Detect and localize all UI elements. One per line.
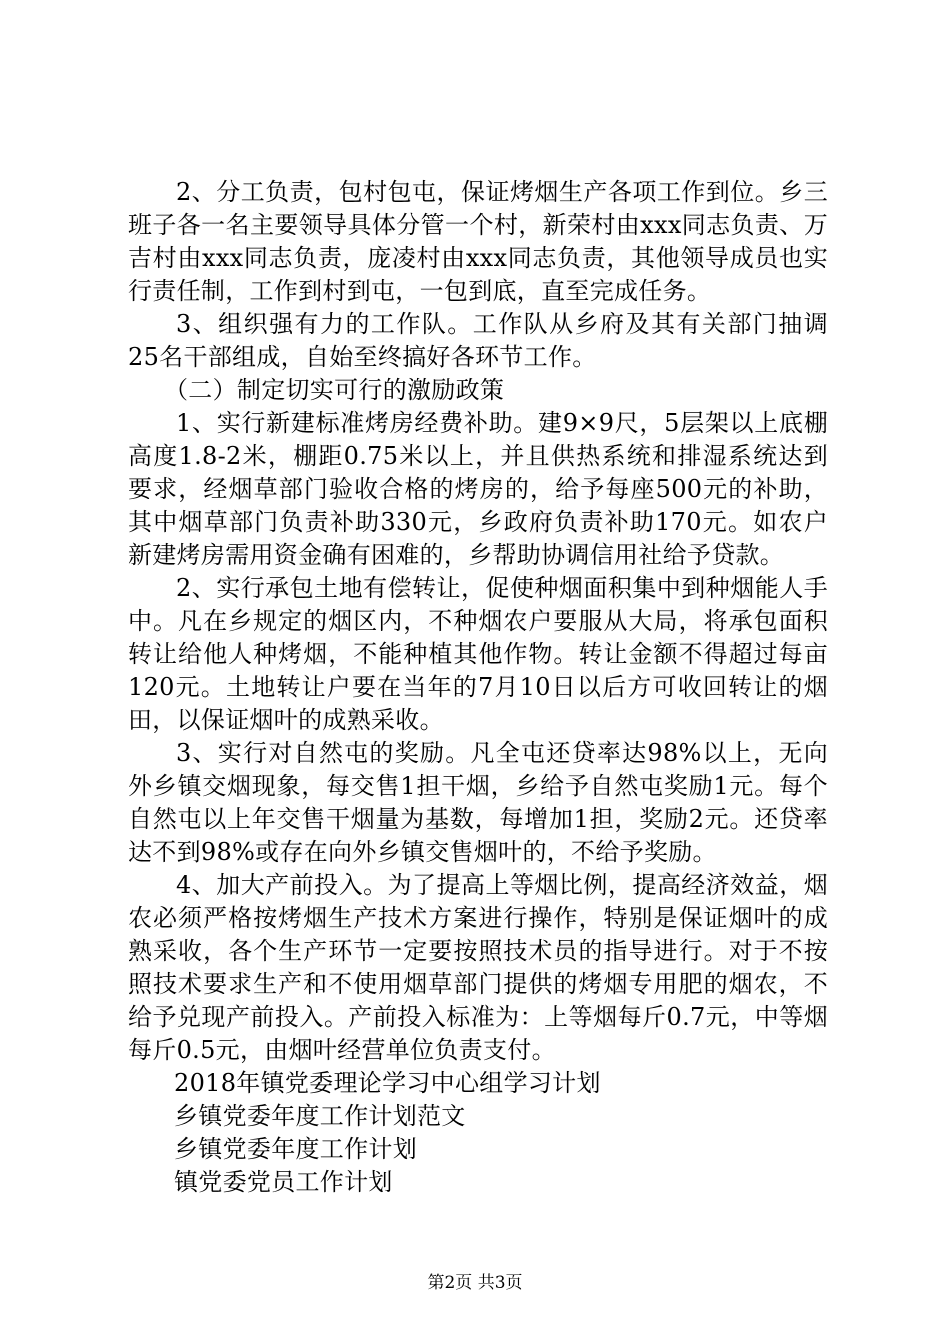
paragraph-policy-1: 1、实行新建标准烤房经费补助。建9×9尺，5层架以上底棚高度1.8-2米，棚距0.75米以上，并且供热系统和排湿系统达到要求，经烟草部门验收合格的烤房的，给予每座500元的补助，其中烟草部门负责补助330元，乡政府负责补助170元。如农户新建烤房需用资金确有困难的，乡帮助协调信用社给予贷款。	[128, 409, 828, 569]
related-links-list	[128, 1067, 828, 1199]
related-link[interactable]: 乡镇党委年度工作计划	[174, 1135, 417, 1163]
section-subheading: （二）制定切实可行的激励政策	[164, 376, 505, 404]
related-link[interactable]: 2018年镇党委理论学习中心组学习计划	[174, 1069, 601, 1097]
paragraph-policy-3: 3、实行对自然屯的奖励。凡全屯还贷率达98%以上，无向外乡镇交烟现象，每交售1担干烟，乡给予自然屯奖励1元。每个自然屯以上年交售干烟量为基数，每增加1担，奖励2元。还贷率达不到98%或存在向外乡镇交售烟叶的，不给予奖励。	[128, 739, 828, 866]
paragraph-policy-2: 2、实行承包土地有偿转让，促使种烟面积集中到种烟能人手中。凡在乡规定的烟区内，不种烟农户要服从大局，将承包面积转让给他人种烤烟，不能种植其他作物。转让金额不得超过每亩120元。土地转让户要在当年的7月10日以后方可收回转让的烟田，以保证烟叶的成熟采收。	[128, 574, 828, 734]
paragraph-division-of-labor: 2、分工负责，包村包屯，保证烤烟生产各项工作到位。乡三班子各一名主要领导具体分管一个村，新荣村由xxx同志负责、万吉村由xxx同志负责，庞凌村由xxx同志负责，其他领导成员也实行责任制，工作到村到屯，一包到底，直至完成任务。	[128, 178, 828, 305]
related-link[interactable]: 镇党委党员工作计划	[174, 1168, 393, 1196]
paragraph-policy-4: 4、加大产前投入。为了提高上等烟比例，提高经济效益，烟农必须严格按烤烟生产技术方案进行操作，特别是保证烟叶的成熟采收，各个生产环节一定要按照技术员的指导进行。对于不按照技术要求生产和不使用烟草部门提供的烤烟专用肥的烟农，不给予兑现产前投入。产前投入标准为：上等烟每斤0.7元，中等烟每斤0.5元，由烟叶经营单位负责支付。	[128, 871, 828, 1064]
document-body	[128, 176, 828, 1199]
related-link[interactable]: 乡镇党委年度工作计划范文	[174, 1102, 466, 1130]
paragraph-work-team: 3、组织强有力的工作队。工作队从乡府及其有关部门抽调25名干部组成，自始至终搞好各环节工作。	[128, 310, 828, 371]
page-number-footer: 第2页 共3页	[427, 1273, 523, 1293]
